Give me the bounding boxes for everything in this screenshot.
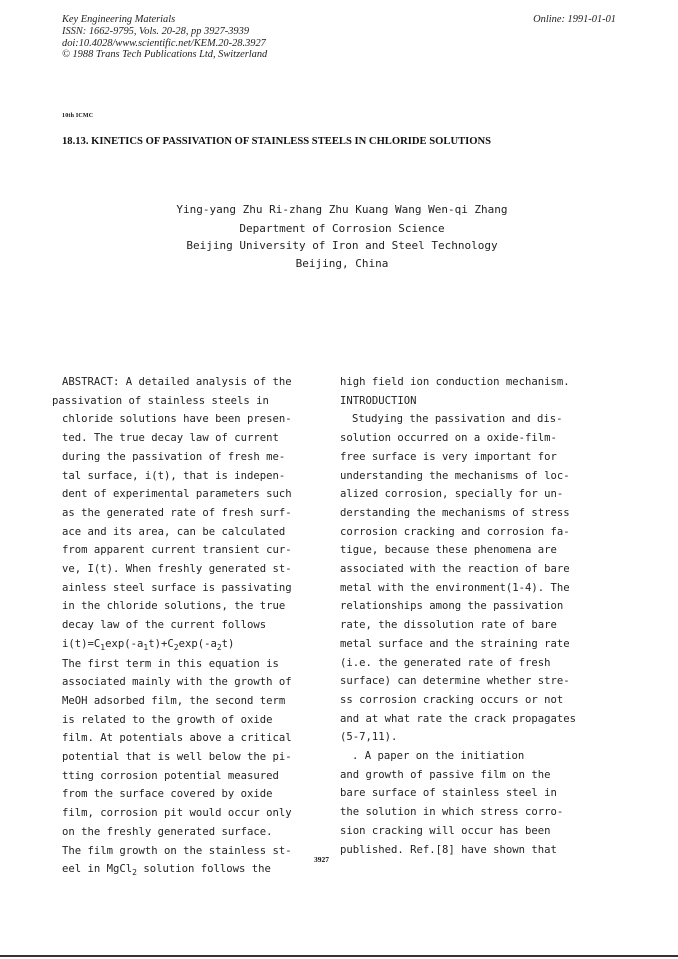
text-line: from apparent current transient cur- <box>62 544 292 557</box>
equation-part: exp(-a <box>105 637 144 650</box>
text-line: tigue, because these phenomena are <box>340 544 557 557</box>
paper-title: 18.13. KINETICS OF PASSIVATION OF STAINLESS STEELS IN CHLORIDE SOLUTIONS <box>62 136 492 147</box>
text-line: rate, the dissolution rate of bare <box>340 619 557 632</box>
equation-part: t) <box>221 637 235 650</box>
text-line: derstanding the mechanisms of stress <box>340 506 570 519</box>
text-line: ve, I(t). When freshly generated st- <box>62 563 292 576</box>
text-line: ss corrosion cracking occurs or not <box>340 693 564 706</box>
text-line: . A paper on the initiation <box>352 750 525 763</box>
text-line: alized corrosion, specially for un- <box>340 488 564 501</box>
text-line: associated mainly with the growth of <box>62 676 292 689</box>
text-part: eel in MgCl <box>62 863 133 876</box>
text-line: Studying the passivation and dis- <box>352 413 563 426</box>
equation-subscript: 2 <box>173 642 179 652</box>
affiliation-location: Beijing, China <box>295 257 389 270</box>
journal-name: Key Engineering Materials <box>62 14 176 25</box>
doi-line: doi:10.4028/www.scientific.net/KEM.20-28.3927 <box>62 37 266 49</box>
text-line: metal surface and the straining rate <box>340 637 570 650</box>
text-line: and growth of passive film on the <box>340 768 551 781</box>
text-line: (5-7,11). <box>340 731 398 744</box>
text-line: published. Ref.[8] have shown that <box>340 843 557 856</box>
issn-line: ISSN: 1662-9795, Vols. 20-28, pp 3927-3939 <box>62 25 250 37</box>
text-line: decay law of the current follows <box>62 619 267 632</box>
text-line: tting corrosion potential measured <box>62 769 279 782</box>
author-list: Ying-yang Zhu Ri-zhang Zhu Kuang Wang Wen-qi Zhang <box>176 203 508 216</box>
equation-subscript: 1 <box>100 642 106 652</box>
text-line: relationships among the passivation <box>340 600 564 613</box>
text-line: chloride solutions have been presen- <box>62 413 292 426</box>
left-column <box>52 373 330 880</box>
online-date: Online: 1991-01-01 <box>533 14 616 25</box>
text-line: The film growth on the stainless st- <box>62 844 292 857</box>
text-line: The first term in this equation is <box>62 657 279 670</box>
text-line: ted. The true decay law of current <box>62 432 279 445</box>
text-line: film, corrosion pit would occur only <box>62 807 292 820</box>
text-line: tal surface, i(t), that is indepen- <box>62 469 286 482</box>
text-line: surface) can determine whether stre- <box>340 675 570 688</box>
text-part: solution follows the <box>137 863 271 876</box>
text-line: potential that is well below the pi- <box>62 751 292 764</box>
text-line: and at what rate the crack propagates <box>340 712 576 725</box>
text-line: on the freshly generated surface. <box>62 825 273 838</box>
text-line: understanding the mechanisms of loc- <box>340 469 570 482</box>
text-line: during the passivation of fresh me- <box>62 450 286 463</box>
section-heading-introduction: INTRODUCTION <box>340 394 417 407</box>
equation-subscript: 1 <box>143 642 149 652</box>
page-number: 3927 <box>314 855 329 864</box>
text-line: is related to the growth of oxide <box>62 713 273 726</box>
mgcl-line <box>62 860 330 880</box>
text-line: in the chloride solutions, the true <box>62 600 286 613</box>
text-line: as the generated rate of fresh surf- <box>62 506 292 519</box>
affiliation-university: Beijing University of Iron and Steel Technology <box>186 239 498 252</box>
affiliation-department: Department of Corrosion Science <box>239 222 445 235</box>
text-line: dent of experimental parameters such <box>62 488 292 501</box>
text-line: film. At potentials above a critical <box>62 732 292 745</box>
text-line: passivation of stainless steels in <box>52 394 269 407</box>
text-line: ace and its area, can be calculated <box>62 525 286 538</box>
text-subscript: 2 <box>132 868 137 878</box>
text-line: (i.e. the generated rate of fresh <box>340 656 551 669</box>
text-line: ABSTRACT: A detailed analysis of the <box>62 376 292 388</box>
text-line: high field ion conduction mechanism. <box>340 376 570 388</box>
text-line: ainless steel surface is passivating <box>62 581 292 594</box>
text-line: the solution in which stress corro- <box>340 806 564 819</box>
text-line: solution occurred on a oxide-film- <box>340 432 557 445</box>
bottom-rule <box>0 955 678 957</box>
journal-header <box>62 14 267 61</box>
text-line: sion cracking will occur has been <box>340 824 551 837</box>
text-line: from the surface covered by oxide <box>62 788 273 801</box>
decay-equation <box>62 635 330 655</box>
right-column <box>340 373 615 859</box>
copyright-line: © 1988 Trans Tech Publications Ltd, Switzerland <box>62 49 268 61</box>
text-line: associated with the reaction of bare <box>340 563 570 576</box>
text-line: metal with the environment(1-4). The <box>340 581 570 594</box>
text-line: corrosion cracking and corrosion fa- <box>340 525 570 538</box>
text-line: MeOH adsorbed film, the second term <box>62 694 286 707</box>
equation-part: exp(-a <box>178 637 217 650</box>
conference-label: 10th ICMC <box>62 113 94 119</box>
equation-part: i(t)=C <box>62 637 101 650</box>
text-line: free surface is very important for <box>340 450 557 463</box>
equation-subscript: 2 <box>216 642 222 652</box>
text-line: bare surface of stainless steel in <box>340 787 557 800</box>
equation-part: t)+C <box>148 637 174 650</box>
